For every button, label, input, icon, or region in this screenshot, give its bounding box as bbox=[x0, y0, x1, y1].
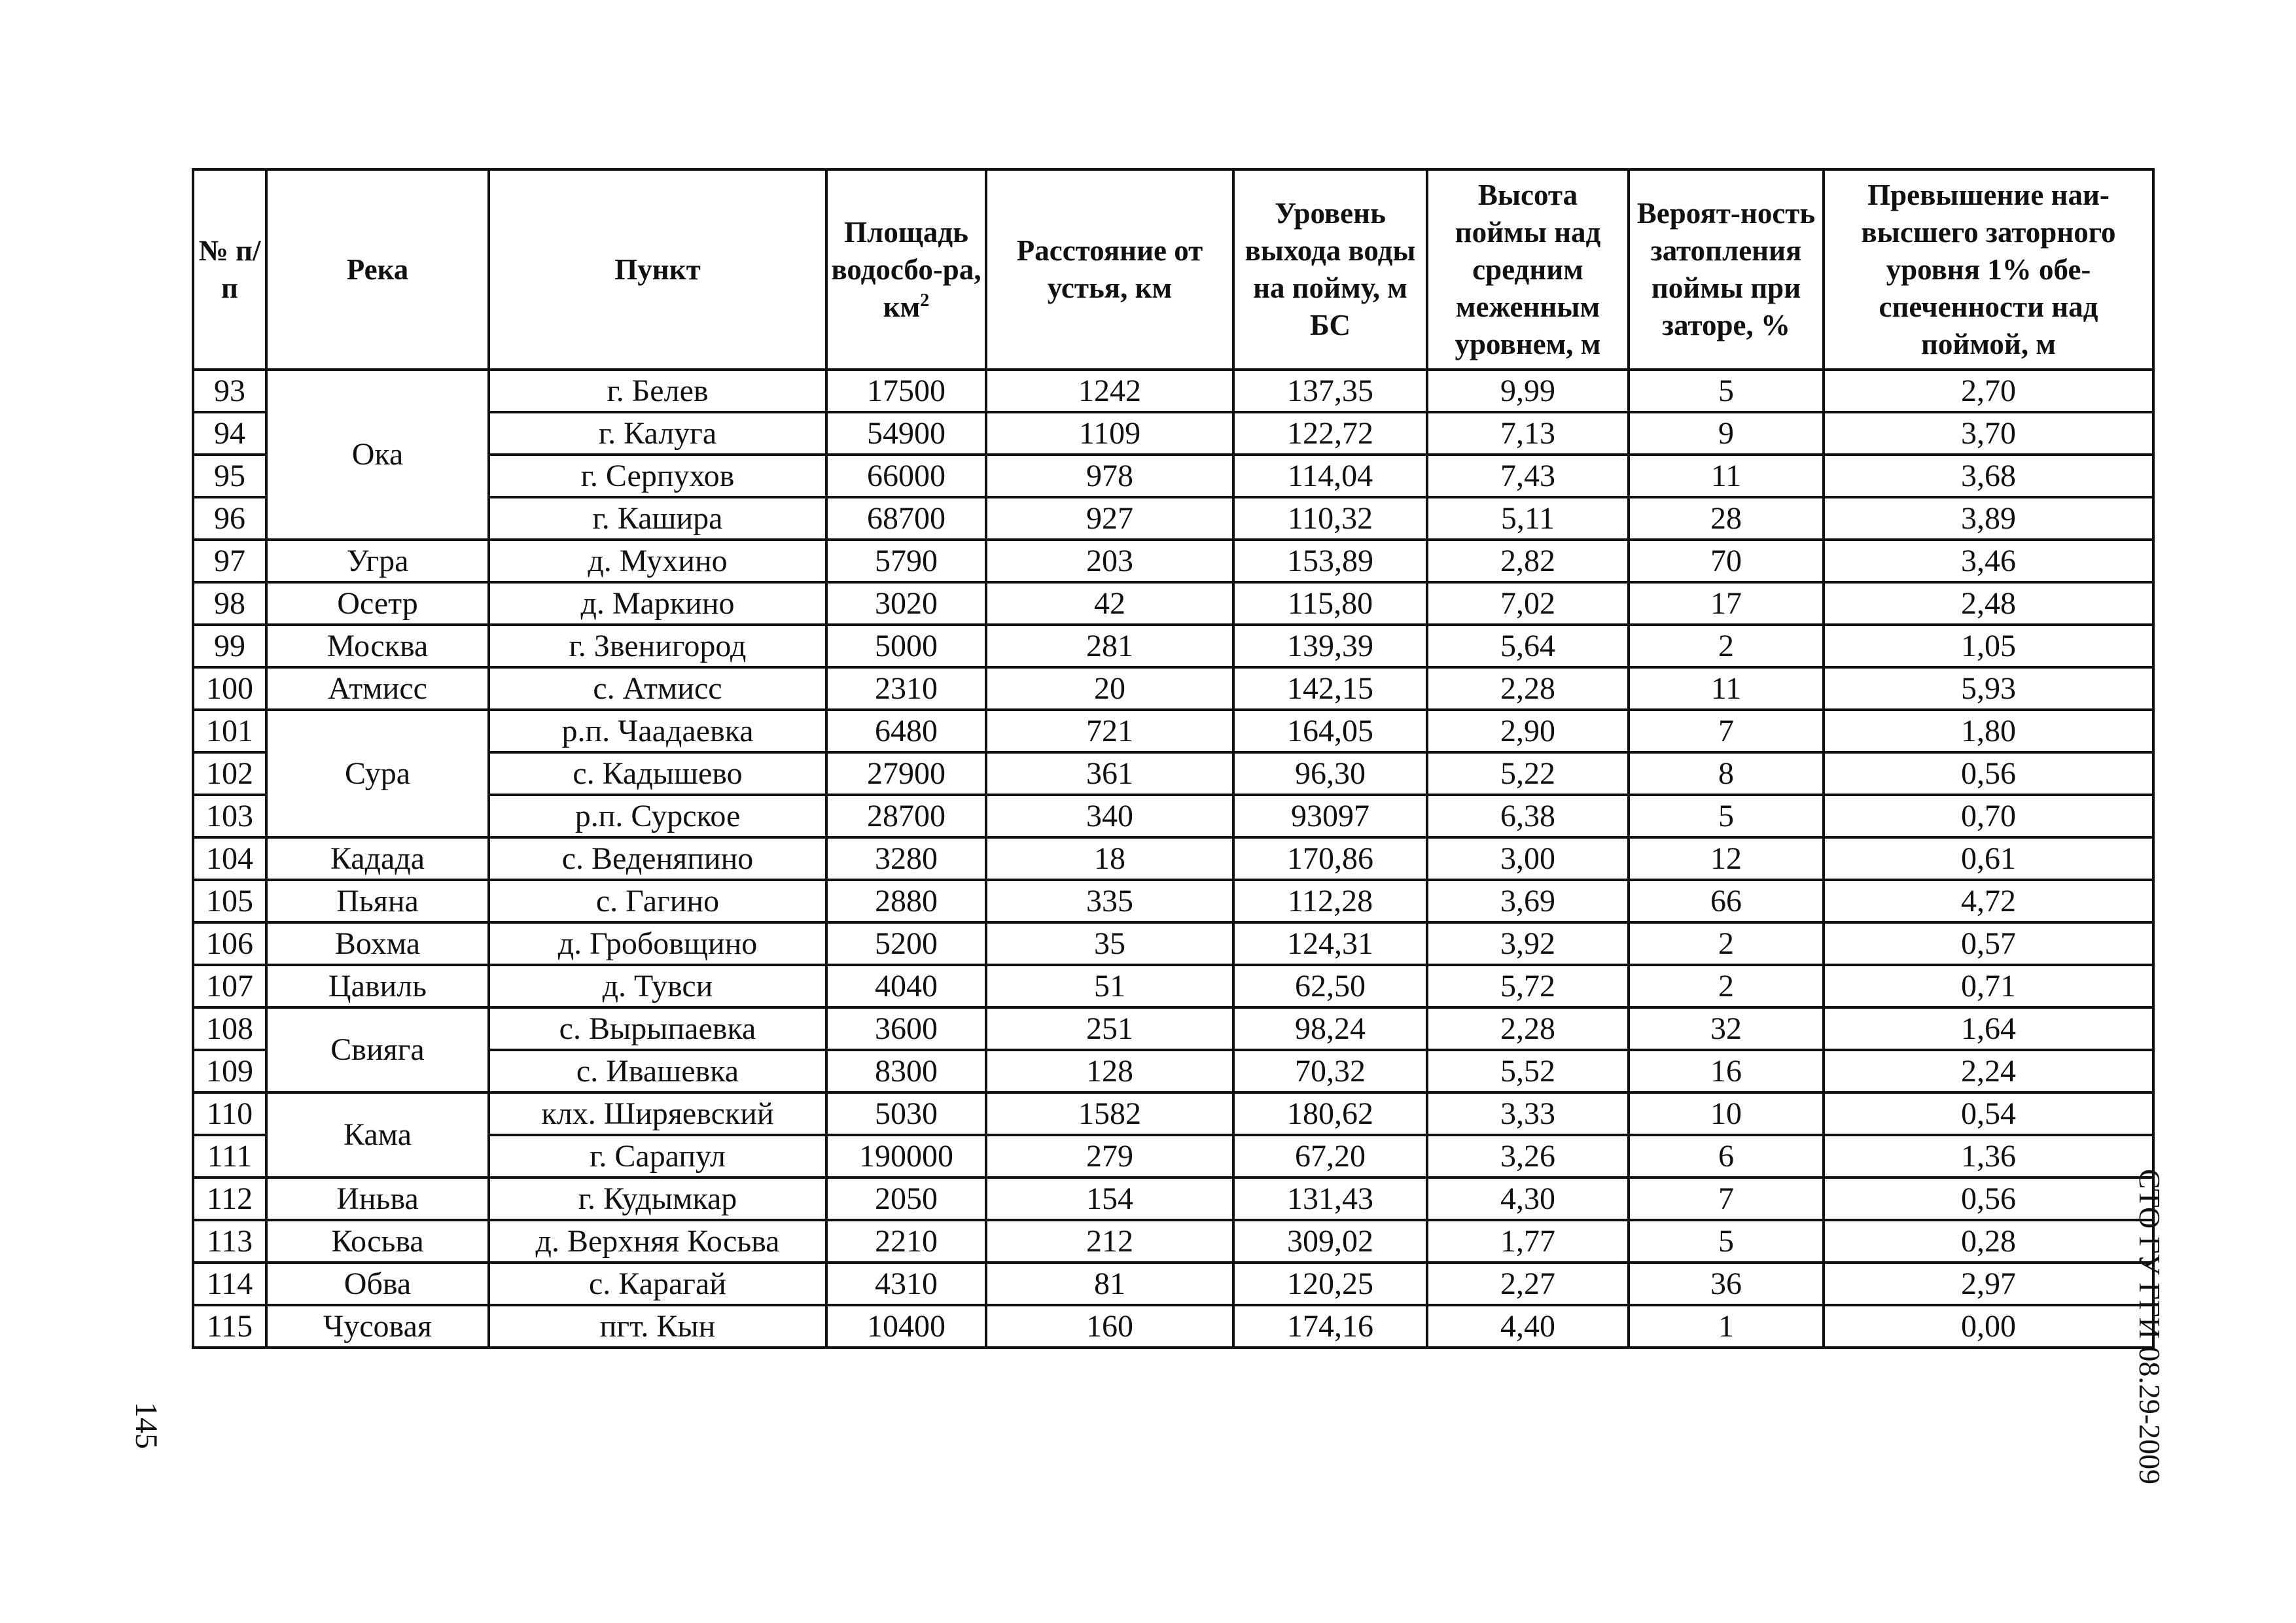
table-header bbox=[193, 169, 2153, 370]
cell-point: г. Белев bbox=[489, 370, 826, 412]
header-point: Пункт bbox=[489, 169, 826, 370]
cell-point: с. Атмисс bbox=[489, 667, 826, 710]
cell-river: Чусовая bbox=[266, 1305, 489, 1348]
cell-area: 17500 bbox=[826, 370, 986, 412]
cell-area: 10400 bbox=[826, 1305, 986, 1348]
table-row bbox=[193, 667, 2153, 710]
cell-distance: 361 bbox=[986, 752, 1233, 795]
cell-distance: 35 bbox=[986, 922, 1233, 965]
cell-num: 99 bbox=[193, 625, 266, 667]
cell-height: 2,27 bbox=[1427, 1263, 1629, 1305]
cell-height: 3,92 bbox=[1427, 922, 1629, 965]
table-row bbox=[193, 1092, 2153, 1135]
cell-height: 3,00 bbox=[1427, 837, 1629, 880]
cell-level: 70,32 bbox=[1233, 1050, 1427, 1092]
cell-level: 114,04 bbox=[1233, 455, 1427, 497]
cell-height: 7,02 bbox=[1427, 582, 1629, 625]
cell-excess: 0,71 bbox=[1824, 965, 2153, 1007]
cell-probability: 70 bbox=[1629, 540, 1824, 582]
cell-probability: 2 bbox=[1629, 922, 1824, 965]
cell-river: Кадада bbox=[266, 837, 489, 880]
cell-num: 100 bbox=[193, 667, 266, 710]
cell-level: 174,16 bbox=[1233, 1305, 1427, 1348]
table-row bbox=[193, 880, 2153, 922]
cell-probability: 11 bbox=[1629, 455, 1824, 497]
cell-distance: 42 bbox=[986, 582, 1233, 625]
cell-point: р.п. Сурское bbox=[489, 795, 826, 837]
cell-point: д. Маркино bbox=[489, 582, 826, 625]
cell-probability: 32 bbox=[1629, 1007, 1824, 1050]
cell-probability: 6 bbox=[1629, 1135, 1824, 1178]
cell-area: 4310 bbox=[826, 1263, 986, 1305]
cell-num: 94 bbox=[193, 412, 266, 455]
cell-num: 106 bbox=[193, 922, 266, 965]
cell-probability: 2 bbox=[1629, 965, 1824, 1007]
cell-excess: 0,56 bbox=[1824, 752, 2153, 795]
cell-num: 107 bbox=[193, 965, 266, 1007]
cell-point: с. Карагай bbox=[489, 1263, 826, 1305]
cell-excess: 3,68 bbox=[1824, 455, 2153, 497]
cell-river: Обва bbox=[266, 1263, 489, 1305]
cell-area: 8300 bbox=[826, 1050, 986, 1092]
cell-distance: 279 bbox=[986, 1135, 1233, 1178]
cell-excess: 3,89 bbox=[1824, 497, 2153, 540]
cell-area: 2310 bbox=[826, 667, 986, 710]
cell-distance: 160 bbox=[986, 1305, 1233, 1348]
cell-excess: 2,70 bbox=[1824, 370, 2153, 412]
cell-point: д. Верхняя Косьва bbox=[489, 1220, 826, 1263]
table-row bbox=[193, 965, 2153, 1007]
cell-height: 5,22 bbox=[1427, 752, 1629, 795]
cell-excess: 3,46 bbox=[1824, 540, 2153, 582]
cell-num: 101 bbox=[193, 710, 266, 752]
cell-point: с. Вырыпаевка bbox=[489, 1007, 826, 1050]
table-row bbox=[193, 922, 2153, 965]
cell-level: 164,05 bbox=[1233, 710, 1427, 752]
header-height: Высота поймы над средним меженным уровнем, м bbox=[1427, 169, 1629, 370]
document-code: СТО ГУ ГГИ 08.29-2009 bbox=[2133, 1168, 2166, 1485]
table-body bbox=[193, 370, 2153, 1348]
cell-distance: 1582 bbox=[986, 1092, 1233, 1135]
page-number: 145 bbox=[129, 1402, 164, 1449]
cell-num: 97 bbox=[193, 540, 266, 582]
cell-height: 7,43 bbox=[1427, 455, 1629, 497]
cell-point: клх. Ширяевский bbox=[489, 1092, 826, 1135]
cell-num: 104 bbox=[193, 837, 266, 880]
cell-probability: 1 bbox=[1629, 1305, 1824, 1348]
cell-level: 153,89 bbox=[1233, 540, 1427, 582]
cell-excess: 2,48 bbox=[1824, 582, 2153, 625]
cell-height: 3,69 bbox=[1427, 880, 1629, 922]
cell-level: 67,20 bbox=[1233, 1135, 1427, 1178]
cell-distance: 18 bbox=[986, 837, 1233, 880]
cell-area: 3280 bbox=[826, 837, 986, 880]
cell-num: 103 bbox=[193, 795, 266, 837]
cell-point: г. Звенигород bbox=[489, 625, 826, 667]
cell-probability: 28 bbox=[1629, 497, 1824, 540]
cell-point: с. Гагино bbox=[489, 880, 826, 922]
cell-point: пгт. Кын bbox=[489, 1305, 826, 1348]
cell-excess: 0,61 bbox=[1824, 837, 2153, 880]
table-row bbox=[193, 370, 2153, 412]
cell-level: 309,02 bbox=[1233, 1220, 1427, 1263]
cell-excess: 0,70 bbox=[1824, 795, 2153, 837]
cell-probability: 5 bbox=[1629, 795, 1824, 837]
cell-distance: 81 bbox=[986, 1263, 1233, 1305]
cell-excess: 2,97 bbox=[1824, 1263, 2153, 1305]
cell-level: 115,80 bbox=[1233, 582, 1427, 625]
cell-probability: 9 bbox=[1629, 412, 1824, 455]
cell-num: 108 bbox=[193, 1007, 266, 1050]
cell-excess: 1,80 bbox=[1824, 710, 2153, 752]
cell-distance: 1109 bbox=[986, 412, 1233, 455]
cell-level: 62,50 bbox=[1233, 965, 1427, 1007]
cell-river: Осетр bbox=[266, 582, 489, 625]
header-area bbox=[826, 169, 986, 370]
cell-num: 110 bbox=[193, 1092, 266, 1135]
header-level: Уровень выхода воды на пойму, м БС bbox=[1233, 169, 1427, 370]
cell-excess: 0,57 bbox=[1824, 922, 2153, 965]
cell-point: д. Мухино bbox=[489, 540, 826, 582]
table-row bbox=[193, 1007, 2153, 1050]
cell-num: 112 bbox=[193, 1178, 266, 1220]
cell-distance: 927 bbox=[986, 497, 1233, 540]
table-row bbox=[193, 710, 2153, 752]
cell-area: 190000 bbox=[826, 1135, 986, 1178]
cell-area: 2050 bbox=[826, 1178, 986, 1220]
cell-area: 66000 bbox=[826, 455, 986, 497]
cell-probability: 7 bbox=[1629, 1178, 1824, 1220]
cell-distance: 721 bbox=[986, 710, 1233, 752]
cell-distance: 20 bbox=[986, 667, 1233, 710]
table-row bbox=[193, 625, 2153, 667]
table-row bbox=[193, 1263, 2153, 1305]
cell-area: 3020 bbox=[826, 582, 986, 625]
cell-num: 114 bbox=[193, 1263, 266, 1305]
header-area-text: Площадь водосбо-ра, км bbox=[831, 215, 981, 323]
table-row bbox=[193, 1305, 2153, 1348]
cell-probability: 5 bbox=[1629, 370, 1824, 412]
cell-river: Москва bbox=[266, 625, 489, 667]
cell-level: 93097 bbox=[1233, 795, 1427, 837]
cell-height: 4,30 bbox=[1427, 1178, 1629, 1220]
cell-excess: 0,28 bbox=[1824, 1220, 2153, 1263]
cell-area: 4040 bbox=[826, 965, 986, 1007]
cell-river: Свияга bbox=[266, 1007, 489, 1092]
cell-height: 3,33 bbox=[1427, 1092, 1629, 1135]
cell-area: 5200 bbox=[826, 922, 986, 965]
cell-probability: 5 bbox=[1629, 1220, 1824, 1263]
cell-level: 122,72 bbox=[1233, 412, 1427, 455]
cell-point: с. Кадышево bbox=[489, 752, 826, 795]
cell-point: с. Веденяпино bbox=[489, 837, 826, 880]
cell-point: р.п. Чаадаевка bbox=[489, 710, 826, 752]
table-row bbox=[193, 582, 2153, 625]
cell-num: 102 bbox=[193, 752, 266, 795]
cell-num: 109 bbox=[193, 1050, 266, 1092]
cell-river: Угра bbox=[266, 540, 489, 582]
cell-distance: 1242 bbox=[986, 370, 1233, 412]
cell-distance: 51 bbox=[986, 965, 1233, 1007]
table-row bbox=[193, 837, 2153, 880]
cell-height: 5,52 bbox=[1427, 1050, 1629, 1092]
cell-height: 4,40 bbox=[1427, 1305, 1629, 1348]
cell-river: Ока bbox=[266, 370, 489, 540]
cell-level: 180,62 bbox=[1233, 1092, 1427, 1135]
cell-excess: 5,93 bbox=[1824, 667, 2153, 710]
header-area-superscript: 2 bbox=[920, 290, 930, 311]
cell-distance: 212 bbox=[986, 1220, 1233, 1263]
cell-area: 5000 bbox=[826, 625, 986, 667]
cell-area: 54900 bbox=[826, 412, 986, 455]
cell-num: 98 bbox=[193, 582, 266, 625]
cell-area: 6480 bbox=[826, 710, 986, 752]
cell-height: 9,99 bbox=[1427, 370, 1629, 412]
cell-probability: 8 bbox=[1629, 752, 1824, 795]
cell-level: 120,25 bbox=[1233, 1263, 1427, 1305]
cell-point: г. Кашира bbox=[489, 497, 826, 540]
cell-distance: 154 bbox=[986, 1178, 1233, 1220]
header-distance: Расстояние от устья, км bbox=[986, 169, 1233, 370]
cell-excess: 0,56 bbox=[1824, 1178, 2153, 1220]
cell-area: 27900 bbox=[826, 752, 986, 795]
cell-river: Цавиль bbox=[266, 965, 489, 1007]
cell-height: 6,38 bbox=[1427, 795, 1629, 837]
cell-excess: 4,72 bbox=[1824, 880, 2153, 922]
cell-distance: 251 bbox=[986, 1007, 1233, 1050]
cell-num: 96 bbox=[193, 497, 266, 540]
cell-probability: 10 bbox=[1629, 1092, 1824, 1135]
cell-num: 113 bbox=[193, 1220, 266, 1263]
cell-probability: 12 bbox=[1629, 837, 1824, 880]
header-probability: Вероят-ность затопления поймы при заторе, % bbox=[1629, 169, 1824, 370]
cell-level: 137,35 bbox=[1233, 370, 1427, 412]
cell-point: д. Тувси bbox=[489, 965, 826, 1007]
cell-river: Сура bbox=[266, 710, 489, 837]
table-row bbox=[193, 1220, 2153, 1263]
cell-excess: 0,00 bbox=[1824, 1305, 2153, 1348]
cell-point: д. Гробовщино bbox=[489, 922, 826, 965]
cell-height: 1,77 bbox=[1427, 1220, 1629, 1263]
cell-area: 68700 bbox=[826, 497, 986, 540]
cell-level: 96,30 bbox=[1233, 752, 1427, 795]
cell-height: 2,90 bbox=[1427, 710, 1629, 752]
cell-height: 5,64 bbox=[1427, 625, 1629, 667]
cell-river: Косьва bbox=[266, 1220, 489, 1263]
header-excess: Превышение наи-высшего заторного уровня 1% обе-спеченности над поймой, м bbox=[1824, 169, 2153, 370]
cell-area: 5790 bbox=[826, 540, 986, 582]
cell-point: г. Серпухов bbox=[489, 455, 826, 497]
cell-distance: 978 bbox=[986, 455, 1233, 497]
cell-probability: 17 bbox=[1629, 582, 1824, 625]
cell-probability: 66 bbox=[1629, 880, 1824, 922]
cell-level: 139,39 bbox=[1233, 625, 1427, 667]
cell-level: 110,32 bbox=[1233, 497, 1427, 540]
cell-excess: 1,64 bbox=[1824, 1007, 2153, 1050]
cell-river: Кама bbox=[266, 1092, 489, 1178]
cell-probability: 7 bbox=[1629, 710, 1824, 752]
cell-area: 3600 bbox=[826, 1007, 986, 1050]
cell-num: 105 bbox=[193, 880, 266, 922]
cell-probability: 11 bbox=[1629, 667, 1824, 710]
table-row bbox=[193, 540, 2153, 582]
cell-probability: 2 bbox=[1629, 625, 1824, 667]
cell-level: 131,43 bbox=[1233, 1178, 1427, 1220]
cell-level: 112,28 bbox=[1233, 880, 1427, 922]
header-river: Река bbox=[266, 169, 489, 370]
cell-height: 2,28 bbox=[1427, 667, 1629, 710]
cell-river: Вохма bbox=[266, 922, 489, 965]
river-floodplain-table bbox=[192, 168, 2155, 1349]
cell-height: 2,82 bbox=[1427, 540, 1629, 582]
cell-area: 5030 bbox=[826, 1092, 986, 1135]
cell-river: Иньва bbox=[266, 1178, 489, 1220]
cell-height: 7,13 bbox=[1427, 412, 1629, 455]
cell-level: 124,31 bbox=[1233, 922, 1427, 965]
cell-distance: 128 bbox=[986, 1050, 1233, 1092]
cell-area: 2210 bbox=[826, 1220, 986, 1263]
cell-river: Пьяна bbox=[266, 880, 489, 922]
header-num: № п/п bbox=[193, 169, 266, 370]
cell-point: с. Ивашевка bbox=[489, 1050, 826, 1092]
cell-excess: 3,70 bbox=[1824, 412, 2153, 455]
cell-excess: 2,24 bbox=[1824, 1050, 2153, 1092]
table-row bbox=[193, 1178, 2153, 1220]
cell-excess: 1,36 bbox=[1824, 1135, 2153, 1178]
cell-level: 170,86 bbox=[1233, 837, 1427, 880]
cell-distance: 340 bbox=[986, 795, 1233, 837]
cell-area: 2880 bbox=[826, 880, 986, 922]
cell-point: г. Калуга bbox=[489, 412, 826, 455]
cell-excess: 0,54 bbox=[1824, 1092, 2153, 1135]
cell-level: 98,24 bbox=[1233, 1007, 1427, 1050]
cell-height: 5,72 bbox=[1427, 965, 1629, 1007]
cell-level: 142,15 bbox=[1233, 667, 1427, 710]
cell-area: 28700 bbox=[826, 795, 986, 837]
cell-distance: 281 bbox=[986, 625, 1233, 667]
cell-num: 95 bbox=[193, 455, 266, 497]
cell-point: г. Сарапул bbox=[489, 1135, 826, 1178]
cell-probability: 16 bbox=[1629, 1050, 1824, 1092]
header-row bbox=[193, 169, 2153, 370]
cell-distance: 203 bbox=[986, 540, 1233, 582]
cell-point: г. Кудымкар bbox=[489, 1178, 826, 1220]
cell-height: 3,26 bbox=[1427, 1135, 1629, 1178]
cell-height: 2,28 bbox=[1427, 1007, 1629, 1050]
cell-excess: 1,05 bbox=[1824, 625, 2153, 667]
cell-num: 115 bbox=[193, 1305, 266, 1348]
cell-distance: 335 bbox=[986, 880, 1233, 922]
cell-probability: 36 bbox=[1629, 1263, 1824, 1305]
cell-num: 111 bbox=[193, 1135, 266, 1178]
cell-height: 5,11 bbox=[1427, 497, 1629, 540]
cell-num: 93 bbox=[193, 370, 266, 412]
cell-river: Атмисс bbox=[266, 667, 489, 710]
